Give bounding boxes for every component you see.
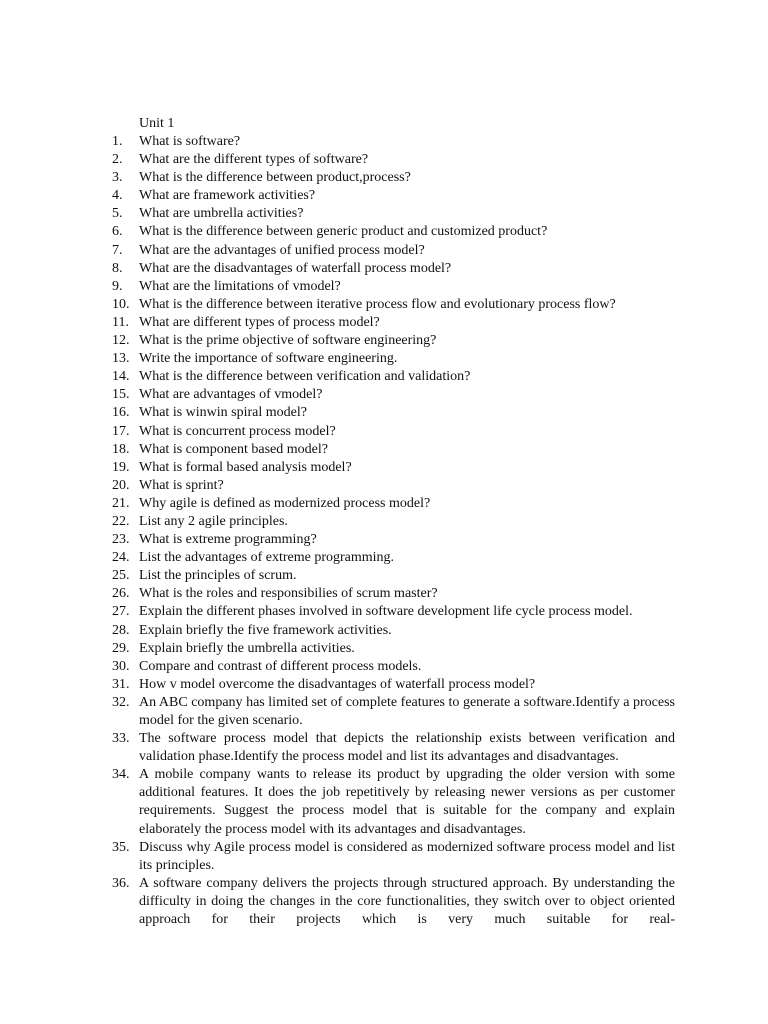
question-item bbox=[112, 260, 675, 278]
question-text: What is sprint? bbox=[139, 477, 224, 493]
question-number: 34. bbox=[112, 767, 130, 783]
question-number: 9. bbox=[112, 278, 123, 294]
question-number: 36. bbox=[112, 875, 130, 891]
question-text: What is extreme programming? bbox=[139, 532, 317, 548]
question-item bbox=[112, 839, 675, 875]
question-text: Discuss why Agile process model is considered as modernized software process model and list its principles. bbox=[139, 839, 675, 873]
question-item bbox=[112, 368, 675, 386]
question-number: 21. bbox=[112, 495, 130, 511]
question-item bbox=[112, 133, 675, 151]
question-item bbox=[112, 622, 675, 640]
question-number: 6. bbox=[112, 224, 123, 240]
question-text: What are the limitations of vmodel? bbox=[139, 278, 341, 294]
question-text: Explain briefly the five framework activities. bbox=[139, 622, 392, 638]
question-item bbox=[112, 640, 675, 658]
question-item bbox=[112, 603, 675, 621]
question-text: What is winwin spiral model? bbox=[139, 405, 307, 421]
question-number: 3. bbox=[112, 170, 123, 186]
question-item bbox=[112, 676, 675, 694]
question-number: 19. bbox=[112, 459, 130, 475]
question-text: What is the difference between iterative process flow and evolutionary process flow? bbox=[139, 296, 616, 312]
question-text: What is the difference between verification and validation? bbox=[139, 369, 471, 385]
question-item bbox=[112, 459, 675, 477]
question-number: 28. bbox=[112, 622, 130, 638]
question-number: 1. bbox=[112, 134, 123, 149]
question-item bbox=[112, 495, 675, 513]
question-item bbox=[112, 332, 675, 350]
question-text: How v model overcome the disadvantages of waterfall process model? bbox=[139, 676, 536, 692]
question-text: A mobile company wants to release its product by upgrading the older version with some additional features. It does the job repetitively by releasing newer versions as per customer requirements. Suggest the process model that is suitable for the company and explain elaborately the process model with its advantages and disadvantages. bbox=[139, 767, 675, 837]
question-item bbox=[112, 658, 675, 676]
question-text: What is component based model? bbox=[139, 441, 328, 457]
question-item bbox=[112, 694, 675, 730]
unit-heading: Unit 1 bbox=[139, 116, 175, 131]
question-number: 17. bbox=[112, 423, 130, 439]
question-number: 7. bbox=[112, 242, 123, 258]
question-item bbox=[112, 567, 675, 585]
question-number: 25. bbox=[112, 568, 130, 584]
question-text: What is software? bbox=[139, 134, 241, 149]
question-text: A software company delivers the projects through structured approach. By understanding the difficulty in doing the changes in the core functionalities, they switch over to object oriented approach for their projects which is very much suitable for real- bbox=[139, 875, 675, 928]
question-text: What are framework activities? bbox=[139, 188, 316, 204]
question-list bbox=[112, 133, 675, 929]
question-number: 22. bbox=[112, 513, 130, 529]
question-number: 35. bbox=[112, 839, 130, 855]
question-item bbox=[112, 296, 675, 314]
question-number: 13. bbox=[112, 351, 130, 367]
question-number: 26. bbox=[112, 586, 130, 602]
question-number: 12. bbox=[112, 333, 130, 349]
question-number: 4. bbox=[112, 188, 123, 204]
question-text: What is formal based analysis model? bbox=[139, 459, 352, 475]
question-text: What is concurrent process model? bbox=[139, 423, 336, 439]
question-item bbox=[112, 242, 675, 260]
question-number: 18. bbox=[112, 441, 130, 457]
question-text: List any 2 agile principles. bbox=[139, 513, 288, 529]
question-number: 32. bbox=[112, 694, 130, 710]
question-item bbox=[112, 187, 675, 205]
question-text: Explain briefly the umbrella activities. bbox=[139, 640, 355, 656]
question-number: 29. bbox=[112, 640, 130, 656]
question-item bbox=[112, 314, 675, 332]
question-item bbox=[112, 585, 675, 603]
question-text: List the principles of scrum. bbox=[139, 568, 297, 584]
question-number: 24. bbox=[112, 550, 130, 566]
question-text: What are the advantages of unified process model? bbox=[139, 242, 425, 258]
question-item bbox=[112, 766, 675, 838]
question-item bbox=[112, 386, 675, 404]
question-number: 5. bbox=[112, 206, 123, 222]
question-text: Why agile is defined as modernized process model? bbox=[139, 495, 431, 511]
question-text: Compare and contrast of different process models. bbox=[139, 658, 422, 674]
question-text: An ABC company has limited set of complete features to generate a software.Identify a process model for the given scenario. bbox=[139, 694, 675, 728]
question-number: 15. bbox=[112, 387, 130, 403]
question-number: 8. bbox=[112, 260, 123, 276]
question-text: What is the roles and responsibilies of scrum master? bbox=[139, 586, 438, 602]
question-item bbox=[112, 477, 675, 495]
question-number: 16. bbox=[112, 405, 130, 421]
question-number: 10. bbox=[112, 296, 130, 312]
question-item bbox=[112, 875, 675, 929]
question-text: The software process model that depicts the relationship exists between verification and validation phase.Identify the process model and list its advantages and disadvantages. bbox=[139, 731, 675, 765]
question-item bbox=[112, 531, 675, 549]
question-text: What is the difference between generic product and customized product? bbox=[139, 224, 548, 240]
question-text: What is the prime objective of software engineering? bbox=[139, 333, 437, 349]
question-item bbox=[112, 549, 675, 567]
question-text: What are the disadvantages of waterfall process model? bbox=[139, 260, 452, 276]
question-item bbox=[112, 278, 675, 296]
question-item bbox=[112, 404, 675, 422]
question-number: 33. bbox=[112, 731, 130, 747]
question-text: What is the difference between product,process? bbox=[139, 170, 411, 186]
question-item bbox=[112, 423, 675, 441]
question-number: 20. bbox=[112, 477, 130, 493]
question-item bbox=[112, 223, 675, 241]
question-number: 14. bbox=[112, 369, 130, 385]
question-number: 31. bbox=[112, 676, 130, 692]
question-text: What are different types of process model? bbox=[139, 314, 380, 330]
question-text: What are the different types of software? bbox=[139, 152, 369, 168]
question-text: Write the importance of software engineering. bbox=[139, 351, 398, 367]
question-number: 23. bbox=[112, 532, 130, 548]
question-item bbox=[112, 350, 675, 368]
question-item bbox=[112, 205, 675, 223]
question-item bbox=[112, 513, 675, 531]
question-text: Explain the different phases involved in software development life cycle process model. bbox=[139, 604, 633, 620]
question-text: What are advantages of vmodel? bbox=[139, 387, 323, 403]
question-number: 2. bbox=[112, 152, 123, 168]
question-item bbox=[112, 151, 675, 169]
question-number: 11. bbox=[112, 314, 129, 330]
question-item bbox=[112, 730, 675, 766]
question-text: What are umbrella activities? bbox=[139, 206, 304, 222]
question-item bbox=[112, 441, 675, 459]
question-number: 30. bbox=[112, 658, 130, 674]
question-item bbox=[112, 169, 675, 187]
question-number: 27. bbox=[112, 604, 130, 620]
question-text: List the advantages of extreme programming. bbox=[139, 550, 395, 566]
